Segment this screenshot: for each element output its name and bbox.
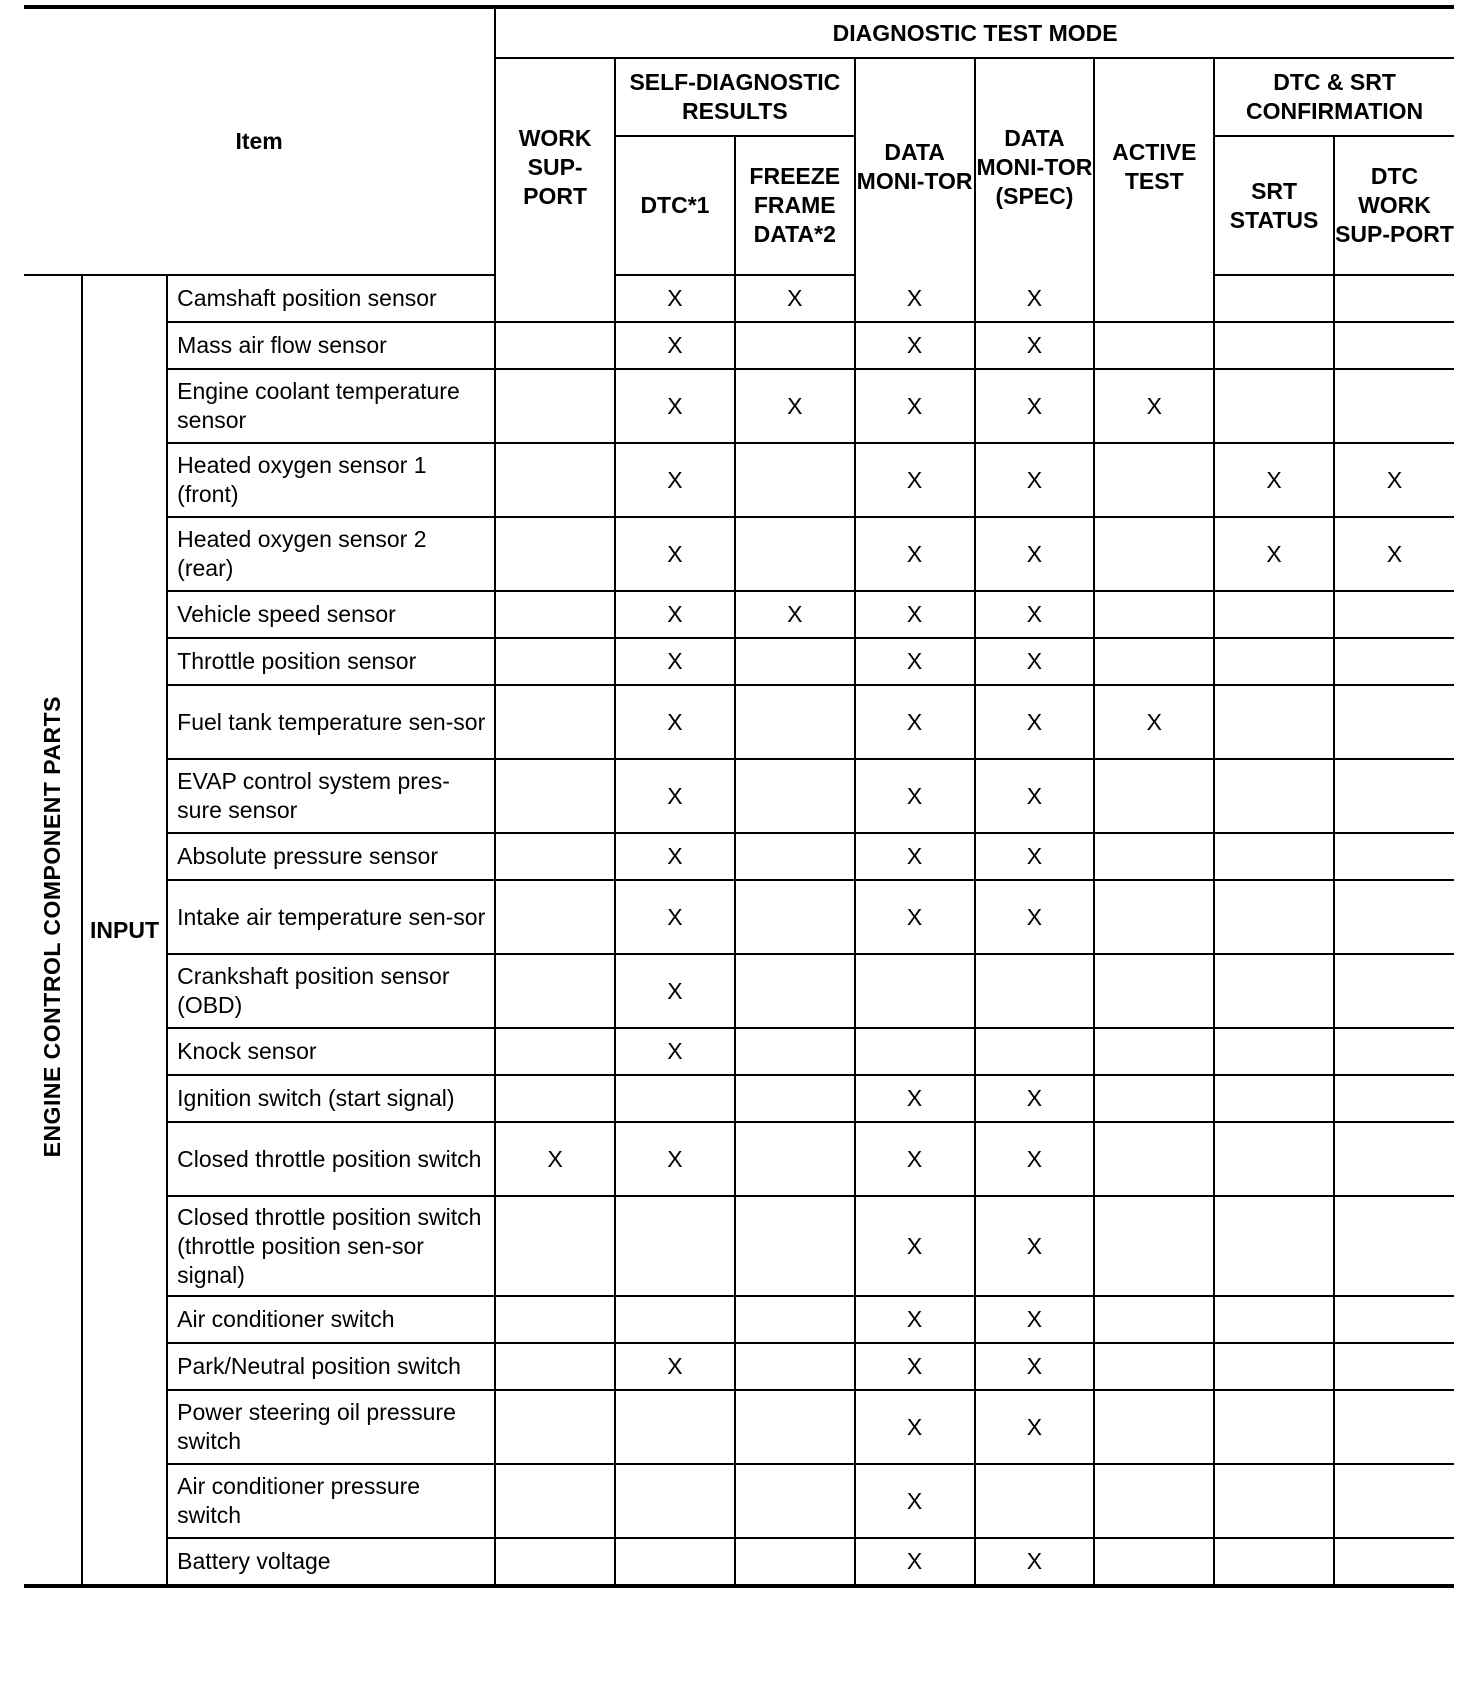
mark-cell-srt_status [1214,591,1334,638]
mark-cell-freeze_frame [735,517,855,591]
group-label: INPUT [82,275,167,1586]
mark-cell-active_test [1094,1296,1214,1343]
table-row [24,591,1454,638]
mark-cell-data_monitor_spec: X [975,591,1095,638]
mark-cell-srt_status [1214,322,1334,369]
mark-cell-dtc_work_support [1334,833,1454,880]
mark-cell-data_monitor_spec: X [975,275,1095,322]
table-body [24,275,1454,1586]
srt-status-header: SRT STATUS [1214,136,1334,275]
mark-cell-dtc [615,1075,735,1122]
mark-cell-work_support [495,1343,615,1390]
mark-cell-freeze_frame [735,1075,855,1122]
item-name: Crankshaft position sensor (OBD) [167,954,495,1028]
mark-cell-dtc: X [615,369,735,443]
mark-cell-active_test: X [1094,685,1214,759]
mark-cell-work_support [495,1464,615,1538]
mark-cell-data_monitor [855,954,975,1028]
mark-cell-freeze_frame [735,1196,855,1296]
mark-cell-data_monitor: X [855,1538,975,1586]
mark-cell-freeze_frame [735,685,855,759]
mark-cell-work_support [495,275,615,322]
mark-cell-active_test [1094,880,1214,954]
mark-cell-data_monitor: X [855,275,975,322]
mark-cell-srt_status [1214,369,1334,443]
mark-cell-srt_status [1214,685,1334,759]
mark-cell-dtc_work_support [1334,954,1454,1028]
mark-cell-active_test [1094,275,1214,322]
active-test-header: ACTIVE TEST [1094,58,1214,275]
mark-cell-dtc_work_support [1334,275,1454,322]
mark-cell-data_monitor: X [855,685,975,759]
item-name: Engine coolant temperature sensor [167,369,495,443]
mark-cell-srt_status [1214,1343,1334,1390]
item-name: Throttle position sensor [167,638,495,685]
mark-cell-work_support [495,1196,615,1296]
mark-cell-data_monitor: X [855,1196,975,1296]
mark-cell-dtc: X [615,638,735,685]
mark-cell-work_support [495,954,615,1028]
mark-cell-dtc: X [615,1343,735,1390]
mark-cell-data_monitor: X [855,1390,975,1464]
item-name: Heated oxygen sensor 1 (front) [167,443,495,517]
mark-cell-data_monitor: X [855,369,975,443]
mark-cell-dtc_work_support [1334,759,1454,833]
mark-cell-data_monitor_spec: X [975,517,1095,591]
item-name: Heated oxygen sensor 2 (rear) [167,517,495,591]
mark-cell-freeze_frame [735,638,855,685]
mark-cell-srt_status [1214,880,1334,954]
mark-cell-work_support [495,443,615,517]
mark-cell-freeze_frame [735,759,855,833]
mark-cell-dtc_work_support: X [1334,517,1454,591]
mark-cell-data_monitor: X [855,517,975,591]
mark-cell-work_support [495,591,615,638]
table-row [24,638,1454,685]
diagnostic-table-container [24,5,1454,1588]
mark-cell-freeze_frame [735,1464,855,1538]
mark-cell-srt_status [1214,833,1334,880]
mark-cell-data_monitor_spec: X [975,1122,1095,1196]
mark-cell-dtc_work_support [1334,685,1454,759]
mark-cell-data_monitor_spec [975,954,1095,1028]
mark-cell-data_monitor [855,1028,975,1075]
table-row [24,1122,1454,1196]
table-row [24,369,1454,443]
mark-cell-dtc_work_support [1334,1028,1454,1075]
mark-cell-dtc_work_support [1334,1390,1454,1464]
mark-cell-active_test [1094,1464,1214,1538]
item-name: Air conditioner switch [167,1296,495,1343]
mark-cell-dtc [615,1390,735,1464]
mark-cell-dtc: X [615,275,735,322]
mark-cell-active_test [1094,954,1214,1028]
table-row [24,1390,1454,1464]
mark-cell-work_support [495,1075,615,1122]
mark-cell-data_monitor: X [855,591,975,638]
mark-cell-dtc_work_support [1334,1538,1454,1586]
mark-cell-dtc [615,1296,735,1343]
mark-cell-data_monitor: X [855,759,975,833]
mark-cell-work_support [495,1538,615,1586]
mark-cell-freeze_frame: X [735,275,855,322]
mark-cell-data_monitor_spec: X [975,443,1095,517]
table-row [24,1343,1454,1390]
mark-cell-work_support: X [495,1122,615,1196]
mark-cell-freeze_frame [735,322,855,369]
mark-cell-work_support [495,759,615,833]
mark-cell-srt_status [1214,1122,1334,1196]
mark-cell-freeze_frame [735,1296,855,1343]
mark-cell-dtc_work_support [1334,1343,1454,1390]
dtc-srt-confirmation-header: DTC & SRT CONFIRMATION [1214,58,1454,136]
mark-cell-work_support [495,638,615,685]
mark-cell-active_test [1094,322,1214,369]
mark-cell-dtc: X [615,517,735,591]
mark-cell-dtc_work_support [1334,880,1454,954]
mark-cell-freeze_frame: X [735,591,855,638]
mark-cell-active_test [1094,1538,1214,1586]
mark-cell-srt_status: X [1214,517,1334,591]
mark-cell-freeze_frame [735,1122,855,1196]
work-support-header: WORK SUP-PORT [495,58,615,275]
mark-cell-data_monitor: X [855,322,975,369]
mark-cell-work_support [495,322,615,369]
mark-cell-active_test [1094,1343,1214,1390]
table-row [24,1464,1454,1538]
mark-cell-data_monitor: X [855,638,975,685]
data-monitor-spec-header: DATA MONI-TOR (SPEC) [975,58,1095,275]
diagnostic-mode-table [24,5,1454,1588]
mark-cell-data_monitor_spec: X [975,1538,1095,1586]
table-row [24,1296,1454,1343]
category-cell [24,275,82,1586]
category-label: ENGINE CONTROL COMPONENT PARTS [38,695,65,1158]
table-row [24,1196,1454,1296]
mark-cell-dtc: X [615,759,735,833]
mark-cell-srt_status [1214,1538,1334,1586]
item-name: Absolute pressure sensor [167,833,495,880]
mark-cell-data_monitor_spec: X [975,369,1095,443]
table-row [24,275,1454,322]
mark-cell-srt_status [1214,1464,1334,1538]
mark-cell-data_monitor_spec: X [975,1343,1095,1390]
mark-cell-dtc: X [615,322,735,369]
item-header: Item [24,7,495,275]
mark-cell-active_test [1094,1028,1214,1075]
mark-cell-freeze_frame [735,880,855,954]
mark-cell-srt_status [1214,1390,1334,1464]
mark-cell-data_monitor: X [855,1464,975,1538]
mark-cell-data_monitor_spec: X [975,638,1095,685]
mark-cell-work_support [495,517,615,591]
item-name: Park/Neutral position switch [167,1343,495,1390]
mark-cell-work_support [495,833,615,880]
mark-cell-freeze_frame [735,833,855,880]
mark-cell-dtc_work_support [1334,1122,1454,1196]
mark-cell-data_monitor_spec: X [975,1296,1095,1343]
table-row [24,954,1454,1028]
mark-cell-work_support [495,880,615,954]
table-row [24,880,1454,954]
mark-cell-dtc: X [615,1122,735,1196]
mark-cell-active_test [1094,591,1214,638]
mark-cell-dtc_work_support [1334,1296,1454,1343]
mark-cell-dtc: X [615,833,735,880]
mark-cell-srt_status [1214,1296,1334,1343]
mark-cell-freeze_frame [735,1343,855,1390]
table-row [24,759,1454,833]
mark-cell-dtc: X [615,443,735,517]
mark-cell-active_test [1094,759,1214,833]
mark-cell-dtc: X [615,954,735,1028]
table-row [24,685,1454,759]
mark-cell-work_support [495,685,615,759]
mark-cell-data_monitor_spec [975,1028,1095,1075]
mark-cell-srt_status [1214,1196,1334,1296]
mark-cell-active_test [1094,833,1214,880]
mark-cell-freeze_frame [735,443,855,517]
mark-cell-freeze_frame [735,1390,855,1464]
item-name: Ignition switch (start signal) [167,1075,495,1122]
mark-cell-data_monitor: X [855,880,975,954]
item-name: Air conditioner pressure switch [167,1464,495,1538]
mark-cell-srt_status [1214,1028,1334,1075]
mark-cell-dtc_work_support [1334,591,1454,638]
mark-cell-active_test [1094,1075,1214,1122]
mark-cell-data_monitor: X [855,1122,975,1196]
freeze-frame-data-header: FREEZE FRAME DATA*2 [735,136,855,275]
mark-cell-work_support [495,369,615,443]
mark-cell-dtc [615,1538,735,1586]
mark-cell-dtc_work_support [1334,369,1454,443]
mark-cell-data_monitor_spec: X [975,759,1095,833]
item-name: EVAP control system pres-sure sensor [167,759,495,833]
mark-cell-dtc: X [615,685,735,759]
dtc-work-support-header: DTC WORK SUP-PORT [1334,136,1454,275]
mark-cell-active_test [1094,1390,1214,1464]
mark-cell-data_monitor_spec: X [975,880,1095,954]
table-row [24,1028,1454,1075]
item-name: Battery voltage [167,1538,495,1586]
table-row [24,322,1454,369]
item-name: Fuel tank temperature sen-sor [167,685,495,759]
mark-cell-dtc: X [615,880,735,954]
mark-cell-active_test: X [1094,369,1214,443]
mark-cell-dtc: X [615,1028,735,1075]
table-row [24,1538,1454,1586]
mark-cell-freeze_frame: X [735,369,855,443]
mark-cell-data_monitor_spec: X [975,833,1095,880]
mark-cell-freeze_frame [735,1538,855,1586]
table-row [24,833,1454,880]
mark-cell-data_monitor_spec: X [975,685,1095,759]
mark-cell-dtc_work_support: X [1334,443,1454,517]
mark-cell-work_support [495,1296,615,1343]
data-monitor-header: DATA MONI-TOR [855,58,975,275]
mark-cell-srt_status [1214,275,1334,322]
mark-cell-srt_status [1214,638,1334,685]
mark-cell-active_test [1094,1122,1214,1196]
mark-cell-data_monitor_spec: X [975,322,1095,369]
self-diagnostic-results-header: SELF-DIAGNOSTIC RESULTS [615,58,855,136]
mark-cell-freeze_frame [735,954,855,1028]
mark-cell-active_test [1094,517,1214,591]
mark-cell-active_test [1094,443,1214,517]
mark-cell-dtc [615,1464,735,1538]
mark-cell-data_monitor_spec: X [975,1075,1095,1122]
mark-cell-work_support [495,1028,615,1075]
mark-cell-data_monitor: X [855,1296,975,1343]
mark-cell-freeze_frame [735,1028,855,1075]
mark-cell-dtc_work_support [1334,1196,1454,1296]
mark-cell-active_test [1094,638,1214,685]
mark-cell-srt_status [1214,954,1334,1028]
mark-cell-dtc_work_support [1334,1464,1454,1538]
mark-cell-data_monitor_spec [975,1464,1095,1538]
item-name: Camshaft position sensor [167,275,495,322]
mark-cell-srt_status: X [1214,443,1334,517]
mark-cell-dtc: X [615,591,735,638]
diagnostic-test-mode-header: DIAGNOSTIC TEST MODE [495,7,1454,58]
item-name: Closed throttle position switch (throttle position sen-sor signal) [167,1196,495,1296]
item-name: Closed throttle position switch [167,1122,495,1196]
table-row [24,517,1454,591]
mark-cell-dtc_work_support [1334,322,1454,369]
mark-cell-data_monitor_spec: X [975,1390,1095,1464]
item-name: Mass air flow sensor [167,322,495,369]
dtc-header: DTC*1 [615,136,735,275]
mark-cell-dtc_work_support [1334,638,1454,685]
item-name: Knock sensor [167,1028,495,1075]
mark-cell-srt_status [1214,759,1334,833]
mark-cell-data_monitor_spec: X [975,1196,1095,1296]
table-row [24,1075,1454,1122]
item-name: Vehicle speed sensor [167,591,495,638]
item-name: Power steering oil pressure switch [167,1390,495,1464]
mark-cell-dtc_work_support [1334,1075,1454,1122]
mark-cell-srt_status [1214,1075,1334,1122]
mark-cell-data_monitor: X [855,1343,975,1390]
mark-cell-data_monitor: X [855,443,975,517]
item-name: Intake air temperature sen-sor [167,880,495,954]
mark-cell-data_monitor: X [855,833,975,880]
table-row [24,443,1454,517]
mark-cell-dtc [615,1196,735,1296]
mark-cell-work_support [495,1390,615,1464]
mark-cell-data_monitor: X [855,1075,975,1122]
mark-cell-active_test [1094,1196,1214,1296]
